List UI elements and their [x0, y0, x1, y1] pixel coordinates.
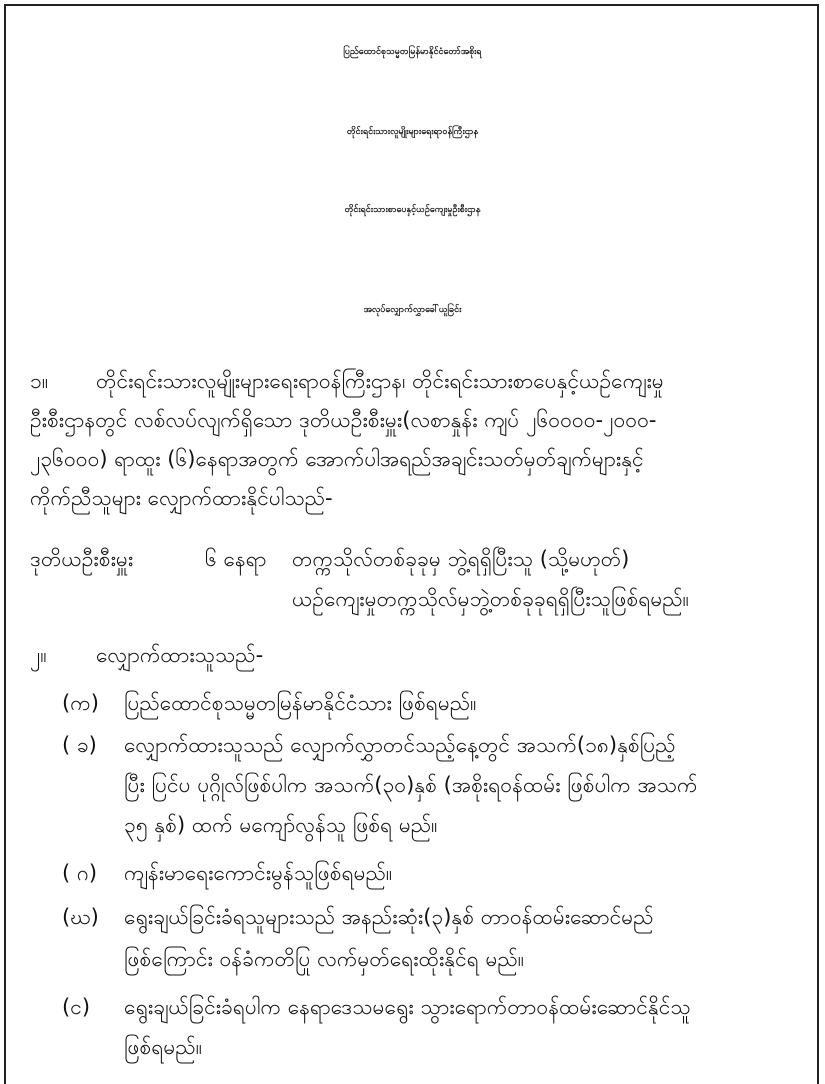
item-line: ပြည်ထောင်စုသမ္မတမြန်မာနိုင်ငံသား ဖြစ်ရမည်။: [124, 691, 477, 715]
section-title: လျှောက်ထားသူသည်-: [96, 643, 264, 667]
item-label: (က): [62, 691, 99, 715]
post-title: ဒုတိယဦးစီးမှူး: [30, 547, 134, 571]
item-line: ရွေးချယ်ခြင်းခံရသူများသည် အနည်းဆုံး(၃)နှစ် တာဝန်ထမ်းဆောင်မည်: [124, 905, 654, 929]
item-line: ဖြစ်ကြောင်း ဝန်ခံကတိပြု လက်မှတ်ရေးထိုးနိုင်ရ မည်။: [124, 947, 525, 971]
item-line: ပြီး ပြင်ပ ပုဂ္ဂိုလ်ဖြစ်ပါက အသက်(၃၀)နှစ် (အစိုးရဝန်ထမ်း ဖြစ်ပါက အသက်: [124, 773, 698, 797]
item-line: ရွေးချယ်ခြင်းခံရပါက နေရာဒေသမရွေး သွားရောက်တာဝန်ထမ်းဆောင်နိုင်သူ: [124, 995, 691, 1019]
paragraph-line: တိုင်းရင်းသားလူမျိုးများရေးရာဝန်ကြီးဌာန၊ တိုင်းရင်းသားစာပေနှင့်ယဉ်ကျေးမှု: [96, 369, 664, 393]
paragraph-line: ၂၃၆၀၀၀) ရာထူး (၆)နေရာအတွက် အောက်ပါအရည်အချင်းသတ်မှတ်ချက်များနှင့်: [30, 447, 644, 471]
ministry-name: တိုင်းရင်းသားလူမျိုးများရေးရာဝန်ကြီးဌာန: [346, 127, 479, 137]
section-number: ၁။: [30, 369, 49, 393]
item-line: ဖြစ်ရမည်။: [124, 1035, 203, 1059]
government-name: ပြည်ထောင်စုသမ္မတမြန်မာနိုင်ငံတော်အစိုးရ: [343, 47, 482, 57]
paragraph-line: ကိုက်ညီသူများ လျှောက်ထားနိုင်ပါသည်-: [30, 486, 333, 510]
item-line: လျှောက်ထားသူသည် လျှောက်လွှာတင်သည့်နေ့တွင် အသက်(၁၈)နှစ်ပြည့်: [124, 733, 676, 757]
qualification-line: တက္ကသိုလ်တစ်ခုခုမှ ဘွဲ့ရရှိပြီးသူ (သို့မဟုတ်): [292, 547, 630, 571]
item-line: ကျန်းမာရေးကောင်းမွန်သူဖြစ်ရမည်။: [124, 861, 393, 885]
item-label: (ဃ): [62, 905, 99, 929]
item-line: ၃၅ နှစ်) ထက် မကျော်လွန်သူ ဖြစ်ရ မည်။: [124, 813, 438, 837]
item-label: ( ဂ): [62, 861, 98, 885]
announcement-title: အလုပ်လျှောက်လွှာခေါ်ယူခြင်း: [363, 305, 462, 315]
qualification-line: ယဉ်ကျေးမှုတက္ကသိုလ်မှဘွဲ့တစ်ခုခုရရှိပြီးသူဖြစ်ရမည်။: [292, 587, 690, 611]
department-name: တိုင်းရင်းသားစာပေနှင့်ယဉ်ကျေးမှုဦးစီးဌာန: [344, 205, 481, 215]
item-label: (င): [62, 995, 91, 1019]
paragraph-line: ဦးစီးဌာနတွင် လစ်လပ်လျက်ရှိသော ဒုတိယဦးစီးမှူး(လစာနှုန်း ကျပ် ၂၆၀၀၀၀-၂၀၀၀-: [30, 408, 657, 432]
section-number: ၂။: [30, 643, 47, 667]
item-label: ( ခ): [62, 733, 97, 757]
post-count: ၆ နေရာ: [205, 547, 267, 571]
